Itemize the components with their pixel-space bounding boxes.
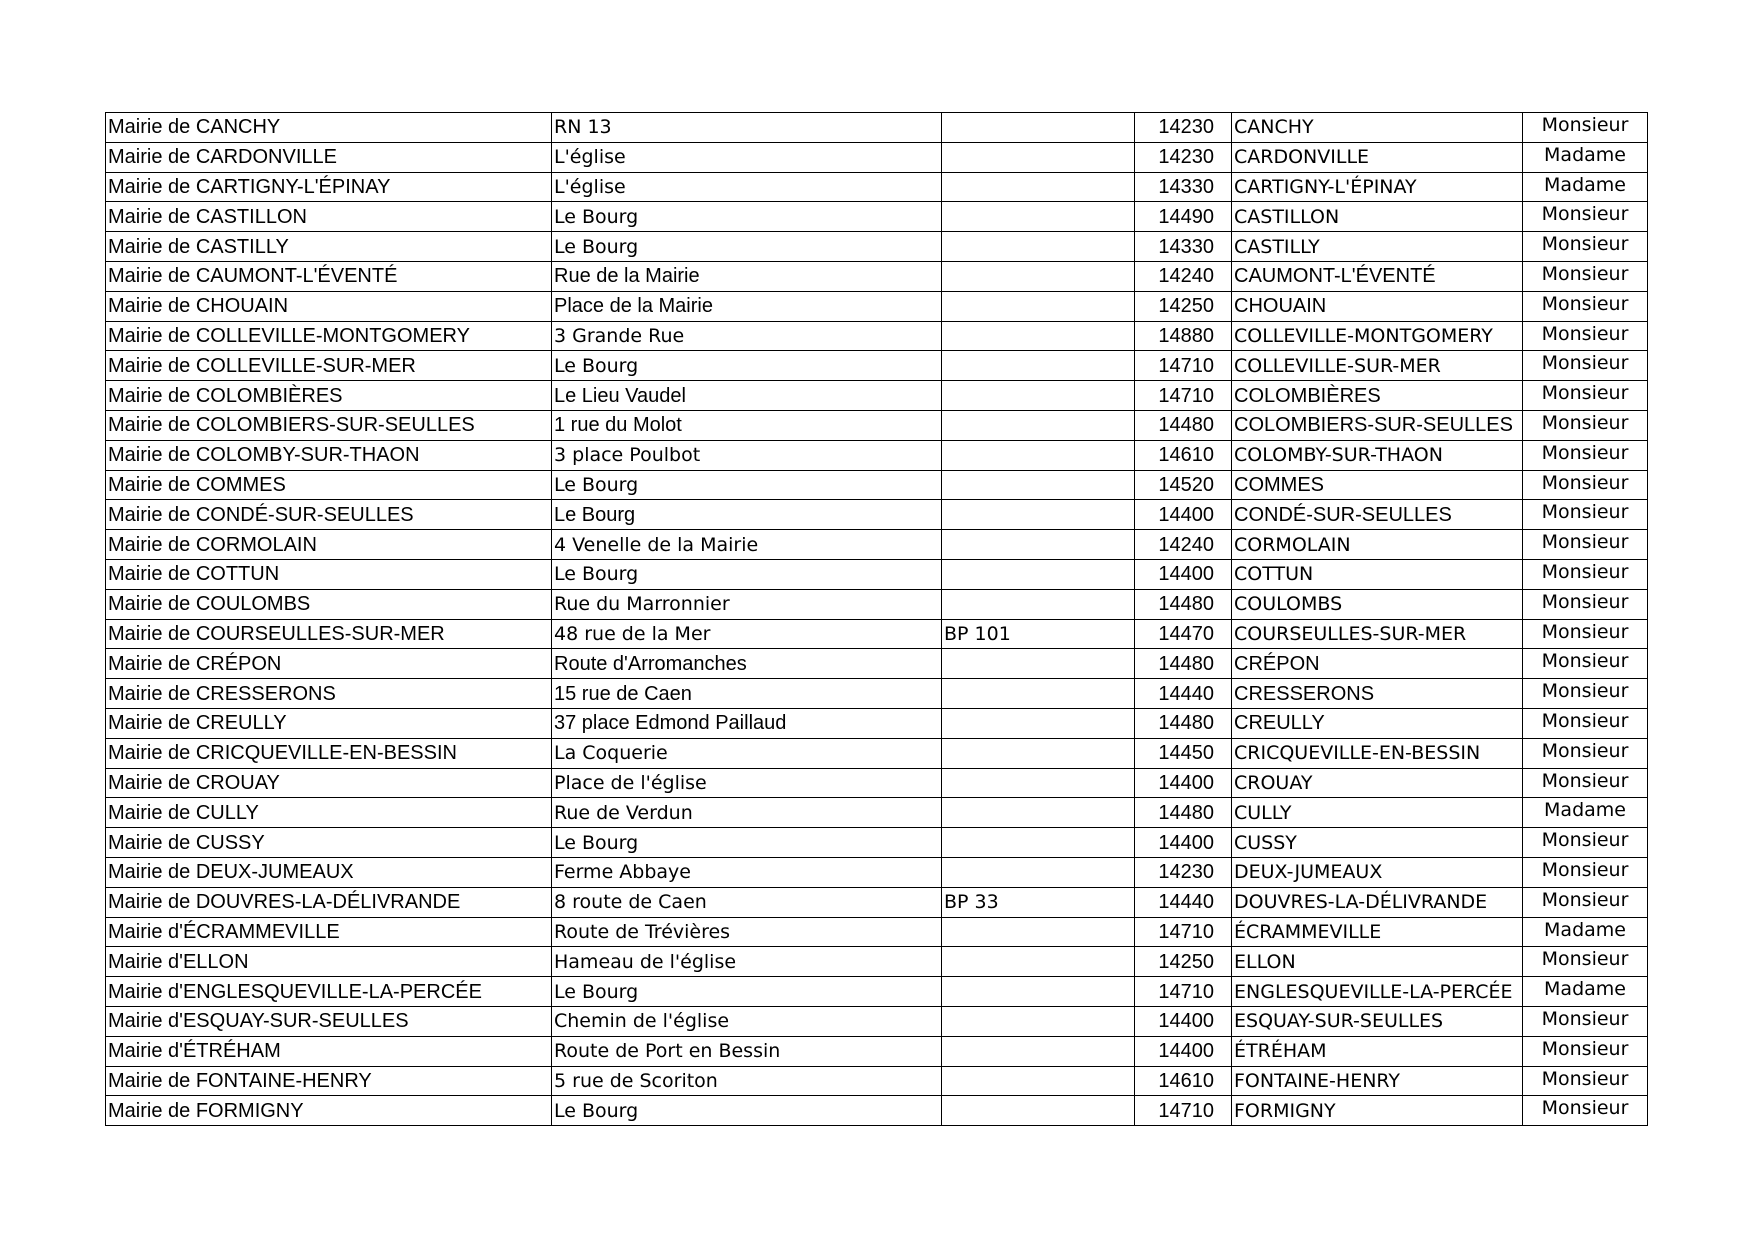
- address-table-body: [106, 113, 1648, 1126]
- po-box-cell: [942, 649, 1135, 679]
- postcode-cell: 14400: [1135, 768, 1232, 798]
- postcode-cell: 14710: [1135, 977, 1232, 1007]
- town-hall-name-cell: Mairie de DOUVRES-LA-DÉLIVRANDE: [106, 887, 552, 917]
- civility-cell: Monsieur: [1523, 440, 1648, 470]
- address-table: [105, 112, 1648, 1126]
- postcode-cell: 14250: [1135, 947, 1232, 977]
- civility-cell: Monsieur: [1523, 828, 1648, 858]
- postcode-cell: 14240: [1135, 261, 1232, 291]
- table-row: [106, 381, 1648, 411]
- postcode-cell: 14240: [1135, 530, 1232, 560]
- address-cell: 3 Grande Rue: [552, 321, 942, 351]
- postcode-cell: 14480: [1135, 589, 1232, 619]
- civility-cell: Madame: [1523, 798, 1648, 828]
- address-cell: 37 place Edmond Paillaud: [552, 708, 942, 738]
- table-row: [106, 559, 1648, 589]
- postcode-cell: 14400: [1135, 1006, 1232, 1036]
- address-cell: Le Bourg: [552, 977, 942, 1007]
- town-hall-name-cell: Mairie de COLOMBIERS-SUR-SEULLES: [106, 410, 552, 440]
- city-cell: CUSSY: [1232, 828, 1523, 858]
- po-box-cell: BP 33: [942, 887, 1135, 917]
- po-box-cell: [942, 679, 1135, 709]
- address-cell: 8 route de Caen: [552, 887, 942, 917]
- po-box-cell: [942, 917, 1135, 947]
- city-cell: CORMOLAIN: [1232, 530, 1523, 560]
- table-row: [106, 1096, 1648, 1126]
- postcode-cell: 14520: [1135, 470, 1232, 500]
- town-hall-name-cell: Mairie de CRICQUEVILLE-EN-BESSIN: [106, 738, 552, 768]
- city-cell: CAUMONT-L'ÉVENTÉ: [1232, 261, 1523, 291]
- town-hall-name-cell: Mairie de DEUX-JUMEAUX: [106, 857, 552, 887]
- civility-cell: Monsieur: [1523, 708, 1648, 738]
- address-cell: L'église: [552, 142, 942, 172]
- civility-cell: Monsieur: [1523, 768, 1648, 798]
- address-cell: Le Bourg: [552, 202, 942, 232]
- town-hall-name-cell: Mairie de CRÉPON: [106, 649, 552, 679]
- po-box-cell: [942, 589, 1135, 619]
- address-cell: Rue de Verdun: [552, 798, 942, 828]
- table-row: [106, 530, 1648, 560]
- city-cell: CARTIGNY-L'ÉPINAY: [1232, 172, 1523, 202]
- postcode-cell: 14710: [1135, 381, 1232, 411]
- po-box-cell: [942, 470, 1135, 500]
- town-hall-name-cell: Mairie de COULOMBS: [106, 589, 552, 619]
- table-row: [106, 619, 1648, 649]
- address-cell: La Coquerie: [552, 738, 942, 768]
- table-row: [106, 589, 1648, 619]
- postcode-cell: 14480: [1135, 410, 1232, 440]
- civility-cell: Monsieur: [1523, 261, 1648, 291]
- city-cell: COLOMBY-SUR-THAON: [1232, 440, 1523, 470]
- town-hall-name-cell: Mairie de CONDÉ-SUR-SEULLES: [106, 500, 552, 530]
- address-cell: Chemin de l'église: [552, 1006, 942, 1036]
- civility-cell: Monsieur: [1523, 857, 1648, 887]
- address-cell: 4 Venelle de la Mairie: [552, 530, 942, 560]
- po-box-cell: [942, 828, 1135, 858]
- town-hall-name-cell: Mairie de FORMIGNY: [106, 1096, 552, 1126]
- po-box-cell: [942, 291, 1135, 321]
- table-row: [106, 768, 1648, 798]
- city-cell: COLOMBIÈRES: [1232, 381, 1523, 411]
- civility-cell: Monsieur: [1523, 1066, 1648, 1096]
- city-cell: FORMIGNY: [1232, 1096, 1523, 1126]
- postcode-cell: 14230: [1135, 857, 1232, 887]
- address-cell: Le Bourg: [552, 351, 942, 381]
- town-hall-name-cell: Mairie de CANCHY: [106, 113, 552, 143]
- po-box-cell: [942, 798, 1135, 828]
- table-row: [106, 142, 1648, 172]
- address-cell: Place de la Mairie: [552, 291, 942, 321]
- city-cell: CASTILLY: [1232, 232, 1523, 262]
- city-cell: COLOMBIERS-SUR-SEULLES: [1232, 410, 1523, 440]
- city-cell: CREULLY: [1232, 708, 1523, 738]
- po-box-cell: [942, 768, 1135, 798]
- civility-cell: Monsieur: [1523, 410, 1648, 440]
- address-cell: Place de l'église: [552, 768, 942, 798]
- civility-cell: Monsieur: [1523, 381, 1648, 411]
- town-hall-name-cell: Mairie de COLLEVILLE-SUR-MER: [106, 351, 552, 381]
- postcode-cell: 14450: [1135, 738, 1232, 768]
- civility-cell: Monsieur: [1523, 559, 1648, 589]
- civility-cell: Monsieur: [1523, 947, 1648, 977]
- town-hall-name-cell: Mairie de CASTILLON: [106, 202, 552, 232]
- table-row: [106, 828, 1648, 858]
- city-cell: CRESSERONS: [1232, 679, 1523, 709]
- address-cell: Le Bourg: [552, 559, 942, 589]
- postcode-cell: 14880: [1135, 321, 1232, 351]
- civility-cell: Monsieur: [1523, 232, 1648, 262]
- po-box-cell: [942, 321, 1135, 351]
- city-cell: COLLEVILLE-MONTGOMERY: [1232, 321, 1523, 351]
- city-cell: COULOMBS: [1232, 589, 1523, 619]
- civility-cell: Monsieur: [1523, 1006, 1648, 1036]
- address-cell: Route de Port en Bessin: [552, 1036, 942, 1066]
- table-row: [106, 917, 1648, 947]
- address-cell: 15 rue de Caen: [552, 679, 942, 709]
- table-row: [106, 202, 1648, 232]
- town-hall-name-cell: Mairie de COURSEULLES-SUR-MER: [106, 619, 552, 649]
- city-cell: ÉTRÉHAM: [1232, 1036, 1523, 1066]
- table-row: [106, 351, 1648, 381]
- po-box-cell: [942, 530, 1135, 560]
- postcode-cell: 14230: [1135, 142, 1232, 172]
- town-hall-name-cell: Mairie de CUSSY: [106, 828, 552, 858]
- postcode-cell: 14400: [1135, 559, 1232, 589]
- table-row: [106, 857, 1648, 887]
- po-box-cell: [942, 261, 1135, 291]
- po-box-cell: [942, 708, 1135, 738]
- po-box-cell: [942, 232, 1135, 262]
- town-hall-name-cell: Mairie de COLOMBIÈRES: [106, 381, 552, 411]
- address-cell: RN 13: [552, 113, 942, 143]
- table-row: [106, 172, 1648, 202]
- civility-cell: Monsieur: [1523, 321, 1648, 351]
- address-cell: Le Bourg: [552, 500, 942, 530]
- civility-cell: Monsieur: [1523, 1036, 1648, 1066]
- civility-cell: Monsieur: [1523, 887, 1648, 917]
- civility-cell: Madame: [1523, 142, 1648, 172]
- po-box-cell: [942, 977, 1135, 1007]
- city-cell: CANCHY: [1232, 113, 1523, 143]
- po-box-cell: [942, 947, 1135, 977]
- address-cell: Le Bourg: [552, 232, 942, 262]
- po-box-cell: [942, 410, 1135, 440]
- postcode-cell: 14400: [1135, 500, 1232, 530]
- city-cell: ÉCRAMMEVILLE: [1232, 917, 1523, 947]
- address-cell: L'église: [552, 172, 942, 202]
- po-box-cell: [942, 559, 1135, 589]
- civility-cell: Monsieur: [1523, 530, 1648, 560]
- civility-cell: Monsieur: [1523, 470, 1648, 500]
- town-hall-name-cell: Mairie de CASTILLY: [106, 232, 552, 262]
- civility-cell: Monsieur: [1523, 738, 1648, 768]
- address-cell: Rue du Marronnier: [552, 589, 942, 619]
- civility-cell: Monsieur: [1523, 589, 1648, 619]
- town-hall-name-cell: Mairie de CAUMONT-L'ÉVENTÉ: [106, 261, 552, 291]
- civility-cell: Madame: [1523, 917, 1648, 947]
- postcode-cell: 14480: [1135, 649, 1232, 679]
- table-row: [106, 321, 1648, 351]
- civility-cell: Monsieur: [1523, 500, 1648, 530]
- table-row: [106, 1066, 1648, 1096]
- address-cell: Le Bourg: [552, 828, 942, 858]
- table-row: [106, 708, 1648, 738]
- city-cell: COTTUN: [1232, 559, 1523, 589]
- town-hall-name-cell: Mairie de COLLEVILLE-MONTGOMERY: [106, 321, 552, 351]
- postcode-cell: 14710: [1135, 1096, 1232, 1126]
- table-row: [106, 232, 1648, 262]
- address-cell: Le Bourg: [552, 1096, 942, 1126]
- po-box-cell: [942, 113, 1135, 143]
- city-cell: ELLON: [1232, 947, 1523, 977]
- town-hall-name-cell: Mairie de CULLY: [106, 798, 552, 828]
- po-box-cell: [942, 500, 1135, 530]
- postcode-cell: 14250: [1135, 291, 1232, 321]
- po-box-cell: [942, 1096, 1135, 1126]
- postcode-cell: 14330: [1135, 232, 1232, 262]
- postcode-cell: 14480: [1135, 798, 1232, 828]
- civility-cell: Monsieur: [1523, 291, 1648, 321]
- town-hall-name-cell: Mairie d'ÉTRÉHAM: [106, 1036, 552, 1066]
- po-box-cell: [942, 440, 1135, 470]
- table-row: [106, 440, 1648, 470]
- postcode-cell: 14610: [1135, 440, 1232, 470]
- civility-cell: Monsieur: [1523, 202, 1648, 232]
- postcode-cell: 14480: [1135, 708, 1232, 738]
- city-cell: COLLEVILLE-SUR-MER: [1232, 351, 1523, 381]
- civility-cell: Madame: [1523, 172, 1648, 202]
- civility-cell: Madame: [1523, 977, 1648, 1007]
- city-cell: CROUAY: [1232, 768, 1523, 798]
- po-box-cell: BP 101: [942, 619, 1135, 649]
- town-hall-name-cell: Mairie de COLOMBY-SUR-THAON: [106, 440, 552, 470]
- town-hall-name-cell: Mairie de CROUAY: [106, 768, 552, 798]
- address-cell: 3 place Poulbot: [552, 440, 942, 470]
- table-row: [106, 738, 1648, 768]
- table-row: [106, 470, 1648, 500]
- table-row: [106, 113, 1648, 143]
- city-cell: DEUX-JUMEAUX: [1232, 857, 1523, 887]
- postcode-cell: 14440: [1135, 679, 1232, 709]
- postcode-cell: 14330: [1135, 172, 1232, 202]
- po-box-cell: [942, 351, 1135, 381]
- town-hall-name-cell: Mairie d'ESQUAY-SUR-SEULLES: [106, 1006, 552, 1036]
- postcode-cell: 14470: [1135, 619, 1232, 649]
- table-row: [106, 261, 1648, 291]
- table-row: [106, 977, 1648, 1007]
- town-hall-name-cell: Mairie de CHOUAIN: [106, 291, 552, 321]
- address-cell: 1 rue du Molot: [552, 410, 942, 440]
- city-cell: COMMES: [1232, 470, 1523, 500]
- city-cell: CULLY: [1232, 798, 1523, 828]
- address-cell: 48 rue de la Mer: [552, 619, 942, 649]
- town-hall-name-cell: Mairie d'ÉCRAMMEVILLE: [106, 917, 552, 947]
- civility-cell: Monsieur: [1523, 679, 1648, 709]
- postcode-cell: 14610: [1135, 1066, 1232, 1096]
- city-cell: CARDONVILLE: [1232, 142, 1523, 172]
- city-cell: COURSEULLES-SUR-MER: [1232, 619, 1523, 649]
- civility-cell: Monsieur: [1523, 649, 1648, 679]
- city-cell: CRÉPON: [1232, 649, 1523, 679]
- town-hall-name-cell: Mairie de CREULLY: [106, 708, 552, 738]
- city-cell: ENGLESQUEVILLE-LA-PERCÉE: [1232, 977, 1523, 1007]
- city-cell: ESQUAY-SUR-SEULLES: [1232, 1006, 1523, 1036]
- address-cell: Le Bourg: [552, 470, 942, 500]
- city-cell: FONTAINE-HENRY: [1232, 1066, 1523, 1096]
- town-hall-name-cell: Mairie d'ELLON: [106, 947, 552, 977]
- po-box-cell: [942, 738, 1135, 768]
- table-row: [106, 291, 1648, 321]
- postcode-cell: 14710: [1135, 917, 1232, 947]
- town-hall-name-cell: Mairie de CARDONVILLE: [106, 142, 552, 172]
- civility-cell: Monsieur: [1523, 619, 1648, 649]
- po-box-cell: [942, 381, 1135, 411]
- postcode-cell: 14230: [1135, 113, 1232, 143]
- table-row: [106, 500, 1648, 530]
- table-row: [106, 649, 1648, 679]
- civility-cell: Monsieur: [1523, 351, 1648, 381]
- table-row: [106, 947, 1648, 977]
- table-row: [106, 679, 1648, 709]
- address-cell: Rue de la Mairie: [552, 261, 942, 291]
- po-box-cell: [942, 1006, 1135, 1036]
- postcode-cell: 14400: [1135, 828, 1232, 858]
- city-cell: CONDÉ-SUR-SEULLES: [1232, 500, 1523, 530]
- po-box-cell: [942, 857, 1135, 887]
- civility-cell: Monsieur: [1523, 113, 1648, 143]
- table-row: [106, 887, 1648, 917]
- civility-cell: Monsieur: [1523, 1096, 1648, 1126]
- town-hall-name-cell: Mairie de CRESSERONS: [106, 679, 552, 709]
- town-hall-name-cell: Mairie de COMMES: [106, 470, 552, 500]
- town-hall-name-cell: Mairie de CORMOLAIN: [106, 530, 552, 560]
- po-box-cell: [942, 142, 1135, 172]
- po-box-cell: [942, 172, 1135, 202]
- po-box-cell: [942, 1036, 1135, 1066]
- table-row: [106, 798, 1648, 828]
- city-cell: CRICQUEVILLE-EN-BESSIN: [1232, 738, 1523, 768]
- city-cell: CASTILLON: [1232, 202, 1523, 232]
- postcode-cell: 14710: [1135, 351, 1232, 381]
- town-hall-name-cell: Mairie d'ENGLESQUEVILLE-LA-PERCÉE: [106, 977, 552, 1007]
- table-row: [106, 1036, 1648, 1066]
- town-hall-name-cell: Mairie de CARTIGNY-L'ÉPINAY: [106, 172, 552, 202]
- town-hall-name-cell: Mairie de COTTUN: [106, 559, 552, 589]
- postcode-cell: 14440: [1135, 887, 1232, 917]
- address-cell: Le Lieu Vaudel: [552, 381, 942, 411]
- address-cell: 5 rue de Scoriton: [552, 1066, 942, 1096]
- po-box-cell: [942, 202, 1135, 232]
- city-cell: CHOUAIN: [1232, 291, 1523, 321]
- postcode-cell: 14490: [1135, 202, 1232, 232]
- address-cell: Route de Trévières: [552, 917, 942, 947]
- po-box-cell: [942, 1066, 1135, 1096]
- address-cell: Ferme Abbaye: [552, 857, 942, 887]
- table-row: [106, 410, 1648, 440]
- town-hall-name-cell: Mairie de FONTAINE-HENRY: [106, 1066, 552, 1096]
- address-cell: Route d'Arromanches: [552, 649, 942, 679]
- city-cell: DOUVRES-LA-DÉLIVRANDE: [1232, 887, 1523, 917]
- address-cell: Hameau de l'église: [552, 947, 942, 977]
- table-row: [106, 1006, 1648, 1036]
- postcode-cell: 14400: [1135, 1036, 1232, 1066]
